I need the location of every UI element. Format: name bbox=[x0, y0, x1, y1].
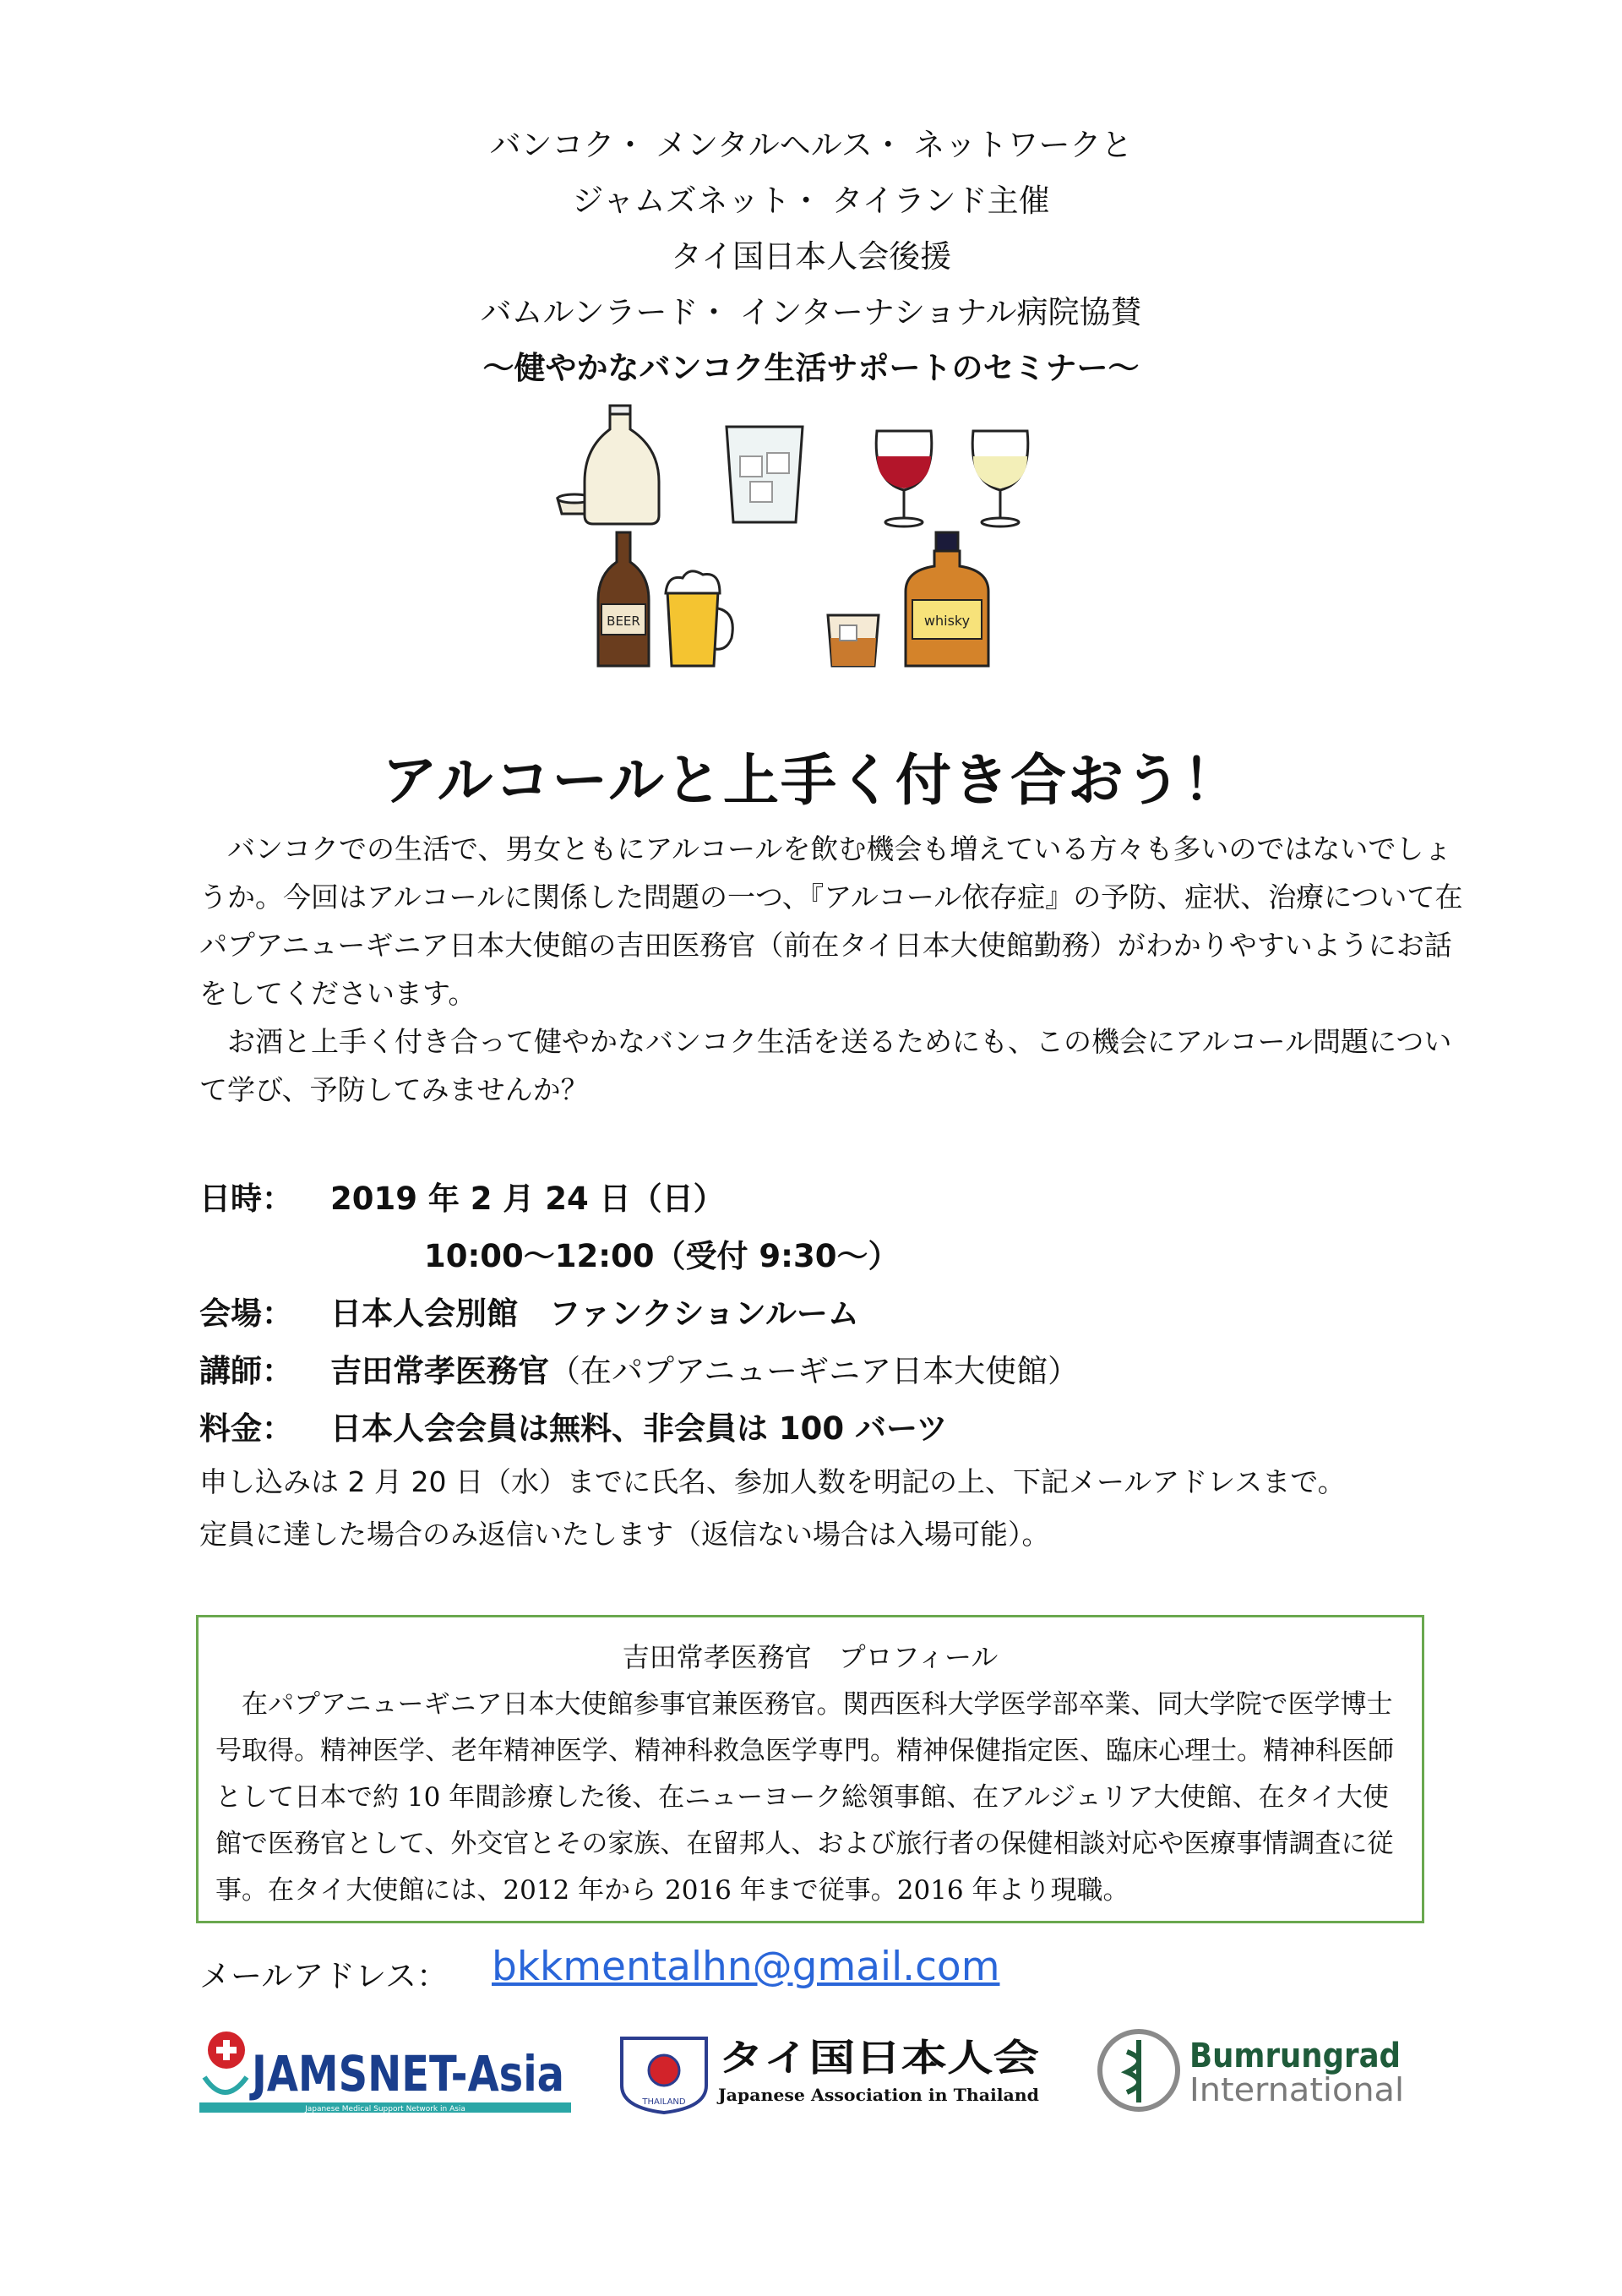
email-link[interactable]: bkkmentalhn@gmail.com bbox=[492, 1944, 1000, 1990]
intro-text bbox=[199, 825, 1467, 1114]
whisky-label: whisky bbox=[923, 613, 971, 629]
intro-paragraph-1: バンコクでの生活で、男女ともにアルコールを飲む機会も増えている方々も多いのではないでしょうか。今回はアルコールに関係した問題の一つ、『アルコール依存症』の予防、症状、治療について在パプアニューギニア日本大使館の吉田医務官（前在タイ日本大使館勤務）がわかりやすいようにお話をしてくださいます。 bbox=[199, 832, 1463, 1010]
whisky-bottle-icon bbox=[906, 532, 988, 666]
fee-label: 料金： bbox=[199, 1410, 293, 1447]
lecturer-label: 講師： bbox=[199, 1353, 293, 1389]
beer-mug-icon bbox=[666, 571, 732, 666]
beer-bottle-icon bbox=[598, 532, 649, 666]
jamsnet-name: JAMSNET-Asia bbox=[248, 2045, 564, 2102]
headline: アルコールと上手く付き合おう！ bbox=[381, 748, 1241, 813]
intro-paragraph-2: お酒と上手く付き合って健やかなバンコク生活を送るためにも、この機会にアルコール問題について学び、予防してみませんか？ bbox=[199, 1025, 1452, 1106]
jat-seal-text: THAILAND bbox=[642, 2097, 686, 2107]
date-label: 日時： bbox=[199, 1181, 293, 1217]
jat-name-en: Japanese Association in Thailand bbox=[716, 2085, 1040, 2105]
fee-row bbox=[199, 1403, 948, 1448]
beer-label: BEER bbox=[607, 614, 640, 629]
header-line-1: バンコク・ メンタルヘルス・ ネットワークと bbox=[489, 127, 1133, 163]
bumrungrad-line1: Bumrungrad bbox=[1189, 2037, 1401, 2075]
bumrungrad-logo bbox=[1095, 2023, 1424, 2118]
japanese-association-logo bbox=[613, 2026, 1053, 2116]
ice-glass-icon bbox=[727, 427, 803, 522]
header-line-2: ジャムズネット・ タイランド主催 bbox=[572, 183, 1050, 219]
venue-row bbox=[199, 1288, 859, 1333]
time-value: 10:00〜12:00（受付 9:30〜） bbox=[424, 1238, 900, 1274]
email-label: メールアドレス： bbox=[199, 1958, 449, 1994]
drinks-illustration bbox=[541, 397, 1081, 676]
date-row bbox=[199, 1173, 725, 1219]
white-wine-glass-icon bbox=[972, 431, 1028, 526]
time-row bbox=[424, 1230, 899, 1276]
header-line-3: タイ国日本人会後援 bbox=[670, 238, 952, 275]
lecturer-name: 吉田常孝医務官 bbox=[330, 1353, 549, 1389]
jamsnet-tagline: Japanese Medical Support Network in Asia bbox=[305, 2105, 465, 2113]
profile-box bbox=[196, 1615, 1424, 1923]
rock-glass-icon bbox=[828, 615, 879, 666]
bumrungrad-line2: International bbox=[1189, 2071, 1404, 2108]
venue-label: 会場： bbox=[199, 1295, 293, 1332]
date-value: 2019 年 2 月 24 日（日） bbox=[330, 1181, 725, 1217]
fee-value: 日本人会会員は無料、非会員は 100 バーツ bbox=[330, 1410, 948, 1447]
application-note: 申し込みは 2 月 20 日（水）までに氏名、参加人数を明記の上、下記メールアドレスまで。 bbox=[199, 1465, 1346, 1498]
jamsnet-asia-logo bbox=[199, 2026, 571, 2121]
seminar-subtitle: 〜健やかなバンコク生活サポートのセミナー〜 bbox=[482, 350, 1140, 386]
lecturer-affiliation: （在パプアニューギニア日本大使館） bbox=[549, 1353, 1080, 1389]
sake-bottle-icon bbox=[585, 406, 659, 524]
red-wine-glass-icon bbox=[876, 431, 932, 526]
profile-body: 在パプアニューギニア日本大使館参事官兼医務官。関西医科大学医学部卒業、同大学院で医学博士号取得。精神医学、老年精神医学、精神科救急医学専門。精神保健指定医、臨床心理士。精神科医師として日本で約 10 年間診療した後、在ニューヨーク総領事館、在アルジェリア大使館、在タイ大使館で医務官として、外交官とその家族、在留邦人、および旅行者の保健相談対応や医療事情調査に従事。在タイ大使館には、2012 年から 2016 年まで従事。2016 年より現職。 bbox=[215, 1689, 1394, 1906]
jat-name-ja: タイ国日本人会 bbox=[718, 2037, 1039, 2080]
capacity-note: 定員に達した場合のみ返信いたします（返信ない場合は入場可能）。 bbox=[199, 1518, 1050, 1551]
header-line-4: バムルンラード・ インターナショナル病院協賛 bbox=[480, 294, 1142, 330]
lecturer-row bbox=[199, 1345, 1079, 1391]
venue-value: 日本人会別館 ファンクションルーム bbox=[330, 1295, 859, 1332]
profile-title: 吉田常孝医務官 プロフィール bbox=[622, 1641, 999, 1673]
